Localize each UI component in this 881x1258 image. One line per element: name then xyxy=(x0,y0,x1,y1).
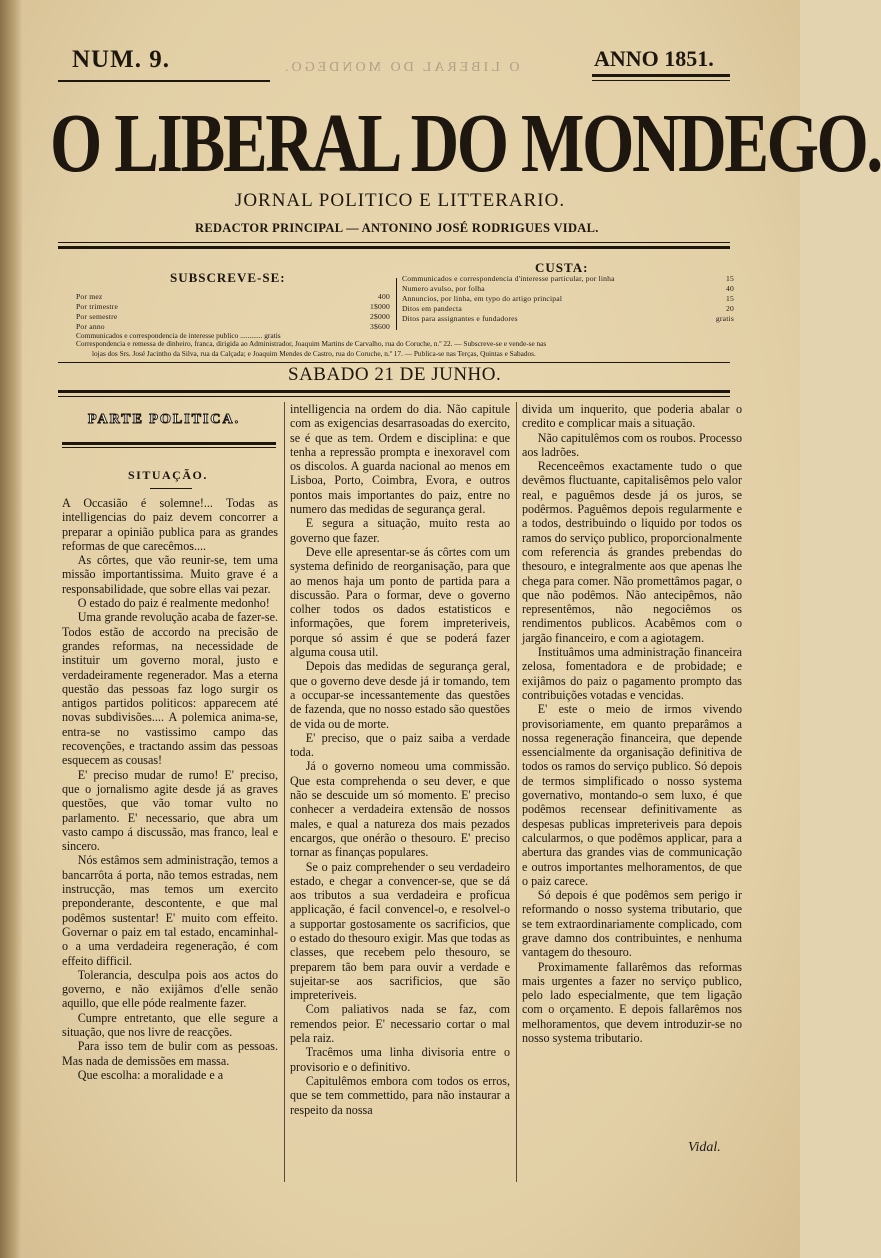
paragraph: Já o governo nomeou uma commissão. Que esta comprehenda o seu dever, e que não se descuide um só momento. E' preciso conhecer a verdadeira extensão de nossos males, e qual a natureza dos mais pezados encargos, que onérão o thesouro. E' preciso tornar as finanças populares. xyxy=(290,759,510,860)
notice-line: lojas dos Srs. José Jacintho da Silva, rua da Calçada; e Joaquim Mendes de Castro, rua do Coruche, n.º 17. — Publica-se nas Terças, Quintas e Sabados. xyxy=(92,349,536,358)
paragraph-text: A Occasião é solemne!... Todas as intelligencias do paiz devem concorrer a preparar a opinião publica para as grandes reformas de que carecêmos.... xyxy=(62,496,278,553)
paragraph xyxy=(62,496,278,553)
paragraph: divida um inquerito, que poderia abalar o credito e complicar mais a situação. xyxy=(522,402,742,431)
row-value: 20 xyxy=(726,304,734,313)
paragraph: Instituâmos uma administração financeira zelosa, fomentadora e de probidade; e exijâmos do paiz o pagamento prompto das contribuições votadas e vencidas. xyxy=(522,645,742,702)
header-rule-right-thin xyxy=(592,80,730,81)
subscription-divider xyxy=(396,278,397,330)
column-separator xyxy=(284,402,285,1182)
row-label: Annuncios, por linha, em typo do artigo principal xyxy=(402,294,563,303)
paragraph: Capitulêmos embora com todos os erros, que se tem commettido, para não instaurar a respeito da nossa xyxy=(290,1073,510,1117)
column-1 xyxy=(62,496,278,1082)
paragraph: Depois das medidas de segurança geral, que o governo deve desde já ir tomando, tem a occupar-se incessantemente das questões de fazenda, que no nosso estado são questões de vida ou de morte. xyxy=(290,659,510,731)
paragraph: Só depois é que podêmos sem perigo ir reformando o nosso systema tributario, que se tem extraordinariamente complicado, com grave damno dos contribuintes, e nenhuma vantagem do thesouro. xyxy=(522,888,742,960)
masthead-title: O LIBERAL DO MONDEGO. xyxy=(50,97,881,190)
paragraph: Cumpre entretanto, que elle segure a situação, que nos livre de reacções. xyxy=(62,1010,278,1039)
paragraph: Recenceêmos exactamente tudo o que devêmos fluctuante, capitalisêmos pelo valor real, e paguêmos desde já os juros, se podêrmos. Paguêmos depois regularmente e a todos, destribuindo o liquido por todos os ramos do serviço publico, proporcionalmente com referencia ás grandes prebendas do thesouro, e integralmente aos que apenas lhe chega para comer. Não promettâmos pagar, o que não podêmos. Não antecipêmos, não representêmos, não negociêmos os rendimentos publicos. Acabêmos com o jargão financeiro, e com a agiotagem. xyxy=(522,459,742,645)
column-separator xyxy=(516,402,517,1182)
cost-row xyxy=(402,284,734,293)
row-value: 40 xyxy=(726,284,734,293)
header-rule-left xyxy=(58,80,270,82)
subtitle: JORNAL POLITICO E LITTERARIO. xyxy=(234,190,566,211)
subscription-row xyxy=(76,302,390,311)
row-value: 15 xyxy=(726,274,734,283)
row-label: Ditos para assignantes e fundadores xyxy=(402,314,518,323)
section-title: PARTE POLITICA. xyxy=(88,412,241,427)
article-title: SITUAÇÃO. xyxy=(128,468,208,482)
cost-row xyxy=(402,294,734,303)
row-value: 2$000 xyxy=(370,312,390,321)
redactor-line: REDACTOR PRINCIPAL — ANTONINO JOSÉ RODRIGUES VIDAL. xyxy=(195,221,599,235)
article-title-rule xyxy=(150,488,192,489)
column-3 xyxy=(522,402,742,1045)
top-double-rule xyxy=(58,242,730,243)
issue-number: NUM. 9. xyxy=(72,46,170,73)
paragraph: Com paliativos nada se faz, com remendos peior. E' necessario cortar o mal pela raiz. xyxy=(290,1002,510,1046)
paragraph: As côrtes, que vão reunir-se, tem uma missão importantissima. Muito grave é a responsabilidade, que sobre ellas vai pezar. xyxy=(62,553,278,596)
paragraph: E' preciso mudar de rumo! E' preciso, que o jornalismo agite desde já as graves questões, que vão tomar vulto no parlamento. E' necessario, que abra um vasto campo á discussão, mas franco, leal e sincero. xyxy=(62,767,278,854)
paragraph: E' este o meio de irmos vivendo provisoriamente, em quanto preparâmos a nossa regeneração financeira, que depende essencialmente da organisação definitiva de todos os ramos do serviço publico. Só depois de termos simplificado o nosso systema governativo, montando-o sem luxo, é que podêmos recensear definitivamente as despesas publicas impreteriveis para depois calcularmos, o que podêmos applicar, para a abertura das grandes vias de communicação e outros importantes melhoramentos, de que o paiz carece. xyxy=(522,702,742,888)
cost-row xyxy=(402,314,734,323)
subscription-heading: SUBSCREVE-SE: xyxy=(170,270,286,285)
subscription-row xyxy=(76,322,390,331)
paragraph: O estado do paiz é realmente medonho! xyxy=(77,596,270,611)
paragraph: Para isso tem de bulir com as pessoas. Mas nada de demissões em massa. xyxy=(62,1039,278,1068)
signature: Vidal. xyxy=(688,1140,721,1155)
row-value: 15 xyxy=(726,294,734,303)
cost-row xyxy=(402,274,734,283)
issue-date: SABADO 21 DE JUNHO. xyxy=(288,364,502,385)
paragraph: E segura a situação, muito resta ao governo que fazer. xyxy=(290,516,510,545)
paragraph: E' preciso, que o paiz saiba a verdade toda. xyxy=(290,730,510,760)
bleed-through-text: O LIBERAL DO MONDEGO. xyxy=(282,60,520,75)
row-label: Por trimestre xyxy=(76,302,119,311)
notice-line: Communicados e correspondencia de interesse publico ............ gratis xyxy=(76,331,281,340)
paragraph: Não capitulêmos com os roubos. Processo aos ladrões. xyxy=(522,430,742,459)
row-label: Por semestre xyxy=(76,312,118,321)
issue-year: ANNO 1851. xyxy=(594,46,714,71)
costs-heading: CUSTA: xyxy=(535,260,589,275)
date-rule-bottom-thin xyxy=(58,396,730,397)
row-value: 1$000 xyxy=(370,302,390,311)
subscription-row xyxy=(76,312,390,321)
row-label: Por anno xyxy=(76,322,105,331)
row-value: 3$600 xyxy=(370,322,390,331)
notice-line: Correspondencia e remessa de dinheiro, franca, dirigida ao Administrador, Joaquim Martins de Carvalho, rua do Coruche, n.º 22. — Subscreve-se e vende-se nas xyxy=(76,339,547,348)
row-label: Numero avulso, por folha xyxy=(402,284,485,293)
cost-row xyxy=(402,304,734,313)
row-value: gratis xyxy=(715,314,734,323)
top-double-rule-thick xyxy=(58,246,730,249)
paragraph: Proximamente fallarêmos das reformas mais urgentes a fazer no serviço publico, pelo lado especialmente, que tem ligação com o orçamento. E depois fallarêmos nos melhoramentos, que devem introduzir-se no nosso systema tributario. xyxy=(522,959,742,1046)
paragraph: Nós estâmos sem administração, temos a bancarrôta á porta, não temos estradas, nem instrucção, mas temos um exercito preponderante, descontente, e que mal podêmos sustentar! E' muito com effeito. Governar o paiz em tal estado, encaminhal-o a uma verdadeira regeneração, é com effeito difficil. xyxy=(62,853,278,968)
row-value: 400 xyxy=(378,292,390,301)
book-spine xyxy=(0,0,22,1258)
date-rule-top xyxy=(58,362,730,363)
row-label: Ditos em pandecta xyxy=(402,304,462,313)
paragraph: Tracêmos uma linha divisoria entre o provisorio e o definitivo. xyxy=(290,1045,510,1074)
masthead xyxy=(50,96,881,192)
header-rule-right xyxy=(592,74,730,77)
subscription-row xyxy=(76,292,390,301)
paragraph: intelligencia na ordem do dia. Não capitule com as exigencias desarrasoadas do exercito, se é que as tem. Ordem e disciplina: e que tenha a repressão prompta e inexoravel com os discolos. A guarda nacional ao menos em Lisboa, Porto, Coimbra, Evora, e outros pontos mais importantes do paiz, entre no numero das medidas de segurança geral. xyxy=(290,402,510,517)
column-2 xyxy=(290,402,510,1117)
section-rule-thin xyxy=(62,447,276,448)
section-rule xyxy=(62,442,276,445)
paragraph: Deve elle apresentar-se ás côrtes com um systema definido de reorganisação, para que ao menos haja um ponto de partida para a discussão. Para o formar, deve o governo colher todos os dados estatisticos e informações, que forem impreteriveis, porque só assim é que se poderá fazer alguma cousa util. xyxy=(290,544,510,660)
date-rule-bottom xyxy=(58,390,730,393)
row-label: Communicados e correspondencia d'interesse particular, por linha xyxy=(402,274,615,283)
paragraph: Se o paiz comprehender o seu verdadeiro estado, e chegar a convencer-se, que se dá aos tributos a sua verdadeira e proficua applicação, é facil convencel-o, e resolvel-o a supportar gostosamente os sacrificios, que o estado do thesouro exigir. Mas que todas as classes, que recebem pelo thesouro, se preparem tão bem para ouvir a verdade e sujeitar-se aos sacrificios, que são impreteriveis. xyxy=(290,859,510,1003)
paragraph: Uma grande revolução acaba de fazer-se. Todos estão de accordo na precisão de grandes reformas, na necessidade de instituir um governo moral, justo e verdadeiramente regenerador. Mas a eterna questão das pessoas faz logo surgir os antigos partidos politicos: apparecem até novas subdivisões.... A polemica anima-se, entra-se no vastissimo campo das recovenções, e tractando assim das pessoas esquecem as cousas! xyxy=(62,610,278,768)
paragraph: Que escolha: a moralidade e a xyxy=(77,1067,224,1082)
row-label: Por mez xyxy=(76,292,103,301)
paragraph: Tolerancia, desculpa pois aos actos do governo, e não exijâmos d'elle senão aquillo, que elle póde realmente fazer. xyxy=(62,967,278,1011)
